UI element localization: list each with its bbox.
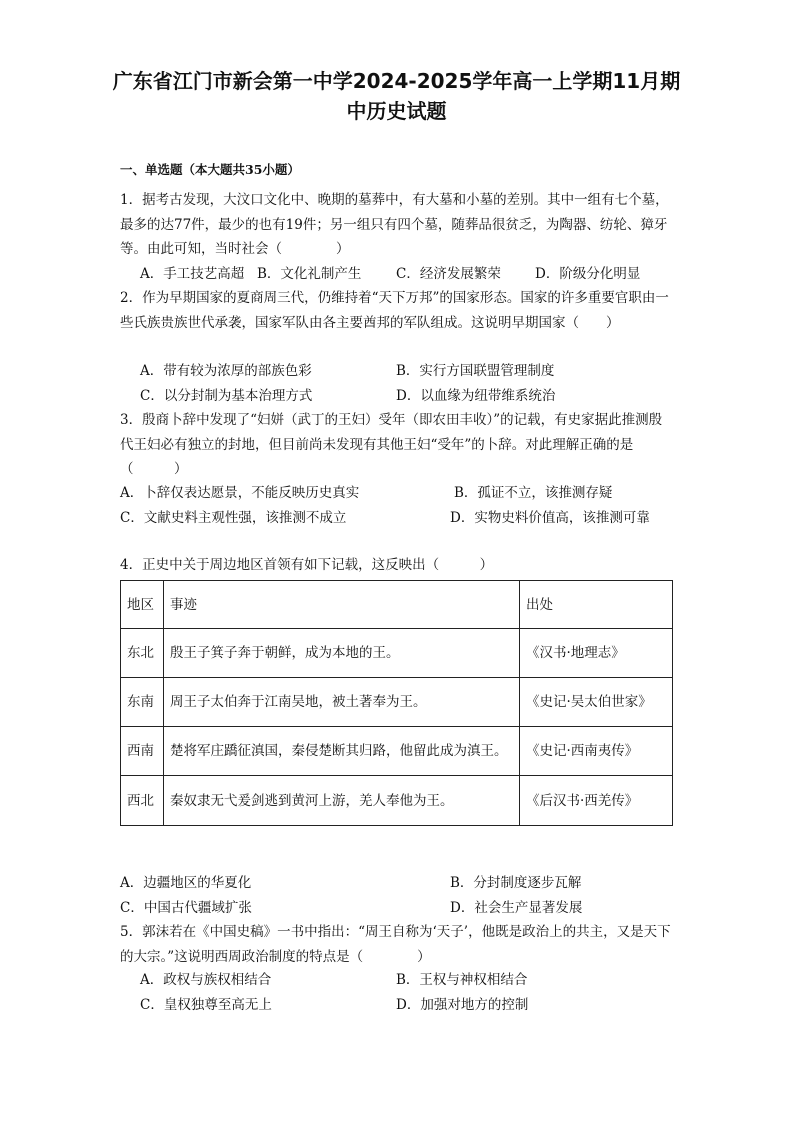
question-1-stem: 1．据考古发现，大汶口文化中、晚期的墓葬中，有大墓和小墓的差别。其中一组有七个墓，最多的达77件，最少的也有19件；另一组只有四个墓，随葬品很贫乏，为陶器、纺轮、獐牙等。由此可知，当时社会（ ） <box>120 192 669 257</box>
question-5-stem: 5．郭沫若在《中国史稿》一书中指出：“周王自称为‘天子’，他既是政治上的共主，又是天下的大宗。”这说明西周政治制度的特点是（ ） <box>120 924 671 965</box>
cell-region: 西北 <box>121 776 164 826</box>
header-source: 出处 <box>520 581 673 629</box>
option-c[interactable]: C．文献史料主观性强，该推测不成立 <box>120 509 347 526</box>
cell-source: 《史记·吴太伯世家》 <box>520 678 673 727</box>
option-d[interactable]: D．以血缘为纽带维系统治 <box>396 387 556 404</box>
events-table <box>120 580 673 826</box>
option-d[interactable]: D．社会生产显著发展 <box>450 899 583 916</box>
cell-event: 殷王子箕子奔于朝鲜，成为本地的王。 <box>164 629 520 678</box>
table-row <box>121 629 673 678</box>
option-a[interactable]: A．手工技艺高超 <box>140 266 245 282</box>
option-b[interactable]: B．实行方国联盟管理制度 <box>396 363 555 379</box>
question-4-stem: 4．正史中关于周边地区首领有如下记载，这反映出（ ） <box>120 557 494 573</box>
option-c[interactable]: C．皇权独尊至高无上 <box>140 996 272 1013</box>
table-row <box>121 776 673 826</box>
option-b[interactable]: B．孤证不立，该推测存疑 <box>454 485 613 501</box>
option-c[interactable]: C．经济发展繁荣 <box>396 266 501 282</box>
option-a[interactable]: A．带有较为浓厚的部族色彩 <box>140 363 312 379</box>
section-heading: 一、单选题（本大题共35小题） <box>120 162 300 177</box>
option-c[interactable]: C．中国古代疆域扩张 <box>120 899 252 916</box>
option-d[interactable]: D．实物史料价值高，该推测可靠 <box>450 509 650 526</box>
header-region: 地区 <box>121 581 164 629</box>
cell-source: 《史记·西南夷传》 <box>520 727 673 776</box>
option-b[interactable]: B．分封制度逐步瓦解 <box>450 875 582 891</box>
question-3-stem: 3．殷商卜辞中发现了“妇姘（武丁的王妇）受年（即农田丰收）”的记载，有史家据此推测殷代王妇必有独立的封地，但目前尚未发现有其他王妇“受年”的卜辞。对此理解正确的是（ ） <box>120 412 663 477</box>
question-2-stem: 2．作为早期国家的夏商周三代，仍维持着“天下万邦”的国家形态。国家的许多重要官职由一些氏族贵族世代承袭，国家军队由各主要酋邦的军队组成。这说明早期国家（ ） <box>120 290 669 331</box>
cell-region: 东北 <box>121 629 164 678</box>
cell-event: 楚将军庄蹻征滇国，秦侵楚断其归路，他留此成为滇王。 <box>164 727 520 776</box>
option-b[interactable]: B．文化礼制产生 <box>257 266 362 282</box>
option-a[interactable]: A．卜辞仅表达愿景，不能反映历史真实 <box>120 485 360 501</box>
cell-source: 《汉书·地理志》 <box>520 629 673 678</box>
header-event: 事迹 <box>164 581 520 629</box>
option-d[interactable]: D．加强对地方的控制 <box>396 996 529 1013</box>
option-a[interactable]: A．政权与族权相结合 <box>140 972 272 988</box>
table-row <box>121 678 673 727</box>
table-row <box>121 727 673 776</box>
cell-event: 秦奴隶无弋爰剑逃到黄河上游，羌人奉他为王。 <box>164 776 520 826</box>
cell-region: 西南 <box>121 727 164 776</box>
cell-region: 东南 <box>121 678 164 727</box>
option-a[interactable]: A．边疆地区的华夏化 <box>120 875 252 891</box>
cell-event: 周王子太伯奔于江南吴地，被土著奉为王。 <box>164 678 520 727</box>
option-c[interactable]: C．以分封制为基本治理方式 <box>140 387 313 404</box>
page-title: 广东省江门市新会第一中学2024-2025学年高一上学期11月期中历史试题 <box>112 69 681 123</box>
table-header-row <box>121 581 673 629</box>
option-d[interactable]: D．阶级分化明显 <box>535 266 641 282</box>
cell-source: 《后汉书·西羌传》 <box>520 776 673 826</box>
option-b[interactable]: B．王权与神权相结合 <box>396 972 528 988</box>
